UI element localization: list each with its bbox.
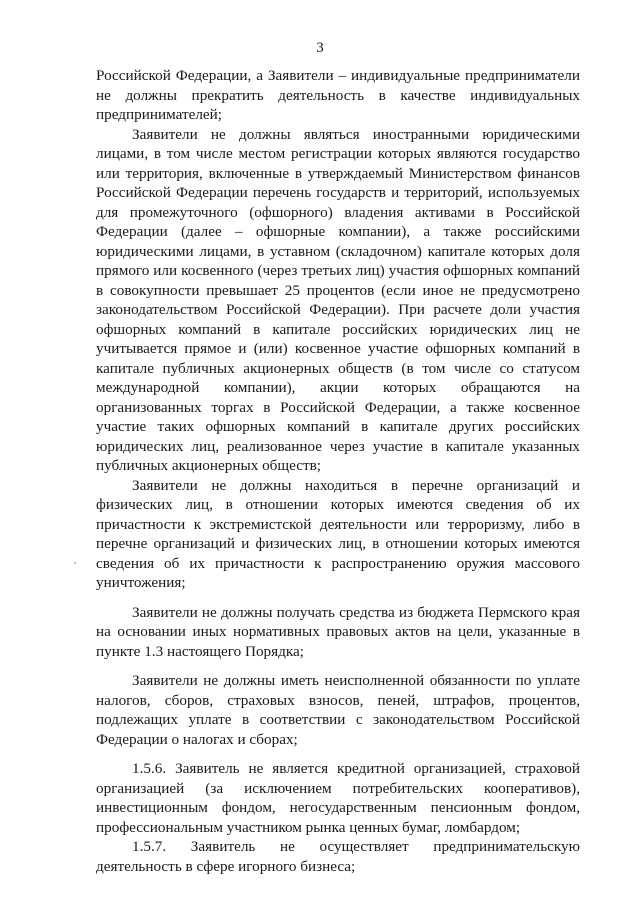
paragraph-tax-obligations: Заявители не должны иметь неисполненной обязанности по уплате налогов, сборов, страховых взносов, пеней, штрафов, процентов, подлежащих уплате в соответствии с законодательством Российской Федерации о налогах и сборах;: [96, 672, 580, 748]
paragraph-offshore-companies: Заявители не должны являться иностранными юридическими лицами, в том числе местом регистрации которых являются государство или территория, включенные в утверждаемый Министерством финансов Российской Федерации перечень государств и территорий, используемых для промежуточного (офшорного) владения активами в Российской Федерации (далее – офшорные компании), а также российскими юридическими лицами, в уставном (складочном) капитале которых доля прямого или косвенного (через третьих лиц) участия офшорных компаний в совокупности превышает 25 процентов (если иное не предусмотрено законодательством Российской Федерации). При расчете доли участия офшорных компаний в капитале российских юридических лиц не учитывается прямое и (или) косвенное участие офшорных компаний в капитале публичных акционерных обществ (в том числе со статусом международной компании), акции которых обращаются на организованных торгах в Российской Федерации, а также косвенное участие таких офшорных компаний в капитале других российских юридических лиц, реализованное через участие в капитале указанных публичных акционерных обществ;: [96, 125, 580, 474]
paragraph-1-5-7: 1.5.7. Заявитель не осуществляет предпринимательскую деятельность в сфере игорного бизнеса;: [96, 838, 580, 875]
paragraph-1-5-6: 1.5.6. Заявитель не является кредитной организацией, страховой организацией (за исключением потребительских кооперативов), инвестиционным фондом, негосударственным пенсионным фондом, профессиональным участником рынка ценных бумаг, ломбардом;: [96, 760, 580, 836]
paragraph-extremism-list: Заявители не должны находиться в перечне организаций и физических лиц, в отношении которых имеются сведения об их причастности к экстремистской деятельности или терроризму, либо в перечне организаций и физических лиц, в отношении которых имеются сведения об их причастности к распространению оружия массового уничтожения;: [96, 476, 580, 591]
document-body: [96, 66, 580, 876]
page-number: 3: [316, 40, 324, 56]
scan-speck: [74, 562, 76, 564]
paragraph-continuation: Российской Федерации, а Заявители – индивидуальные предприниматели не должны прекратить деятельность в качестве индивидуальных предпринимателей;: [96, 67, 580, 123]
paragraph-budget-funds: Заявители не должны получать средства из бюджета Пермского края на основании иных нормативных правовых актов на цели, указанные в пункте 1.3 настоящего Порядка;: [96, 603, 580, 660]
